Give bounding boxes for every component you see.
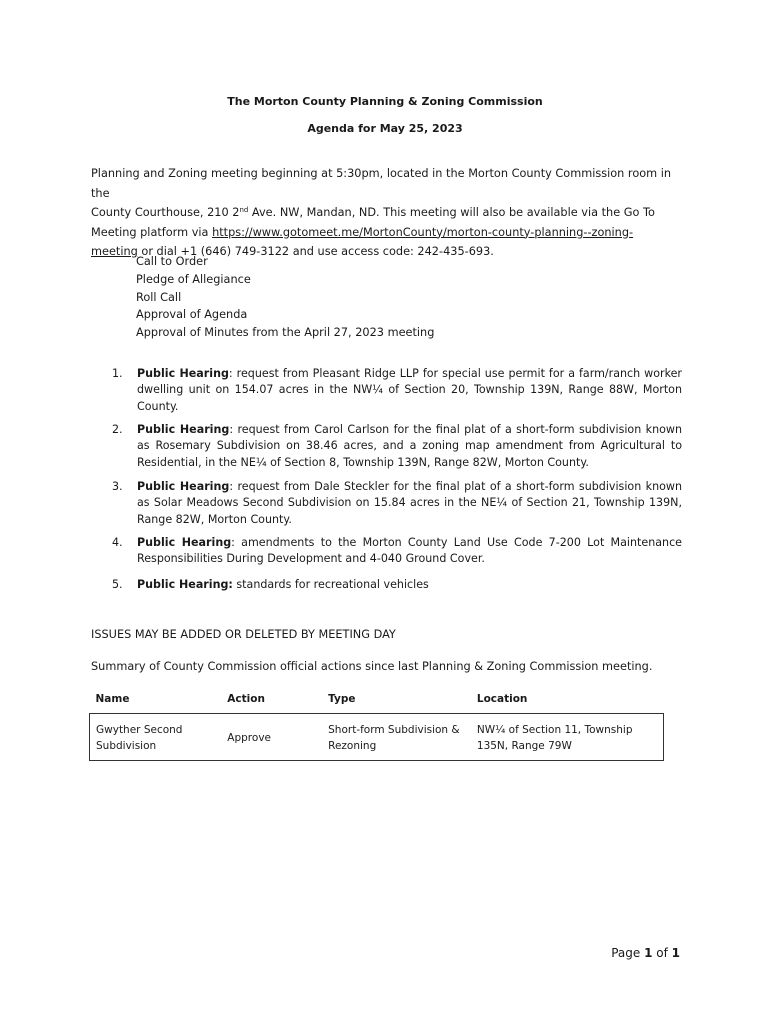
item-label: Public Hearing bbox=[137, 423, 230, 436]
intro-text: County Courthouse, 210 2 bbox=[91, 206, 240, 219]
call-list bbox=[136, 253, 434, 342]
item-text: standards for recreational vehicles bbox=[232, 578, 429, 591]
table-header-row bbox=[90, 689, 664, 714]
intro-line bbox=[91, 203, 681, 223]
intro-line: Planning and Zoning meeting beginning at 5:30pm, located in the Morton County Commission room in the bbox=[91, 167, 672, 200]
item-label: Public Hearing bbox=[137, 480, 230, 493]
summary-text: Summary of County Commission official actions since last Planning & Zoning Commission meeting. bbox=[91, 660, 653, 673]
notice-text: ISSUES MAY BE ADDED OR DELETED BY MEETING DAY bbox=[91, 628, 396, 641]
intro-text: Ave. NW, Mandan, ND. This meeting will also be available via the Go To bbox=[248, 206, 655, 219]
item-body bbox=[137, 422, 682, 471]
item-body bbox=[137, 535, 682, 568]
item-body bbox=[137, 577, 682, 593]
table-row bbox=[90, 714, 664, 761]
item-text: request from Carol Carlson for the final plat of a short-form subdivision known as Rosemary Subdivision on 38.46 acres, and a zoning map amendment from Agricultural to Residential, in the NE¼ of Section 8, Township 139N, Range 82W, Morton County. bbox=[137, 423, 683, 469]
call-list-item: Approval of Agenda bbox=[136, 308, 248, 322]
item-text: request from Pleasant Ridge LLP for special use permit for a farm/ranch worker dwelling unit on 154.07 acres in the NW¼ of Section 20, Township 139N, Range 88W, Morton County. bbox=[137, 367, 682, 413]
column-header-action: Action bbox=[227, 693, 265, 705]
item-label: Public Hearing bbox=[137, 536, 232, 549]
meeting-link[interactable]: https://www.gotomeet.me/MortonCounty/morton-county-planning--zoning- bbox=[212, 225, 634, 239]
call-list-item: Call to Order bbox=[136, 255, 208, 268]
item-label: Public Hearing bbox=[137, 367, 229, 380]
item-separator: : bbox=[229, 480, 234, 493]
item-text: amendments to the Morton County Land Use Code 7-200 Lot Maintenance Responsibilities During Development and 4-040 Ground Cover. bbox=[137, 536, 682, 566]
page-number: 1 bbox=[644, 946, 653, 960]
item-number: 4. bbox=[112, 536, 123, 549]
footer-text: of bbox=[652, 946, 672, 960]
item-separator: : bbox=[228, 367, 233, 380]
column-header-name: Name bbox=[95, 693, 130, 705]
item-separator: : bbox=[229, 423, 234, 436]
meeting-link-continued[interactable]: meeting bbox=[91, 245, 138, 258]
call-list-item: Pledge of Allegiance bbox=[136, 272, 251, 286]
item-text: request from Dale Steckler for the final plat of a short-form subdivision known as Solar Meadows Second Subdivision on 15.84 acres in the NE¼ of Section 21, Township 139N, Range 82W, Morton County. bbox=[137, 480, 682, 526]
document-subtitle: Agenda for May 25, 2023 bbox=[307, 122, 463, 135]
call-list-item: Roll Call bbox=[136, 290, 182, 304]
column-header-type: Type bbox=[328, 693, 356, 705]
footer-text: Page bbox=[611, 946, 645, 960]
intro-line bbox=[91, 223, 681, 243]
document-title: The Morton County Planning & Zoning Commission bbox=[227, 95, 543, 108]
table-cell-name: Gwyther Second Subdivision bbox=[90, 714, 222, 761]
intro-text: Meeting platform via bbox=[91, 225, 213, 239]
page-total: 1 bbox=[671, 946, 680, 960]
table-cell-action: Approve bbox=[221, 714, 322, 761]
table-cell-type: Short-form Subdivision & Rezoning bbox=[322, 714, 471, 761]
item-number: 1. bbox=[112, 367, 123, 380]
item-label: Public Hearing: bbox=[137, 578, 233, 591]
table-cell-location: NW¼ of Section 11, Township 135N, Range 79W bbox=[471, 714, 664, 761]
item-number: 3. bbox=[112, 480, 123, 493]
item-number: 2. bbox=[112, 423, 123, 436]
item-separator: : bbox=[231, 536, 235, 549]
item-body bbox=[137, 366, 682, 415]
intro-paragraph bbox=[91, 164, 681, 262]
item-number: 5. bbox=[112, 578, 123, 591]
superscript: nd bbox=[239, 206, 249, 214]
column-header-location: Location bbox=[476, 693, 528, 705]
item-body bbox=[137, 479, 682, 528]
call-list-item: Approval of Minutes from the April 27, 2023 meeting bbox=[136, 326, 435, 340]
actions-table bbox=[89, 689, 664, 761]
page-footer bbox=[611, 946, 680, 960]
intro-text: or dial +1 (646) 749-3122 and use access code: 242-435-693. bbox=[137, 245, 494, 258]
